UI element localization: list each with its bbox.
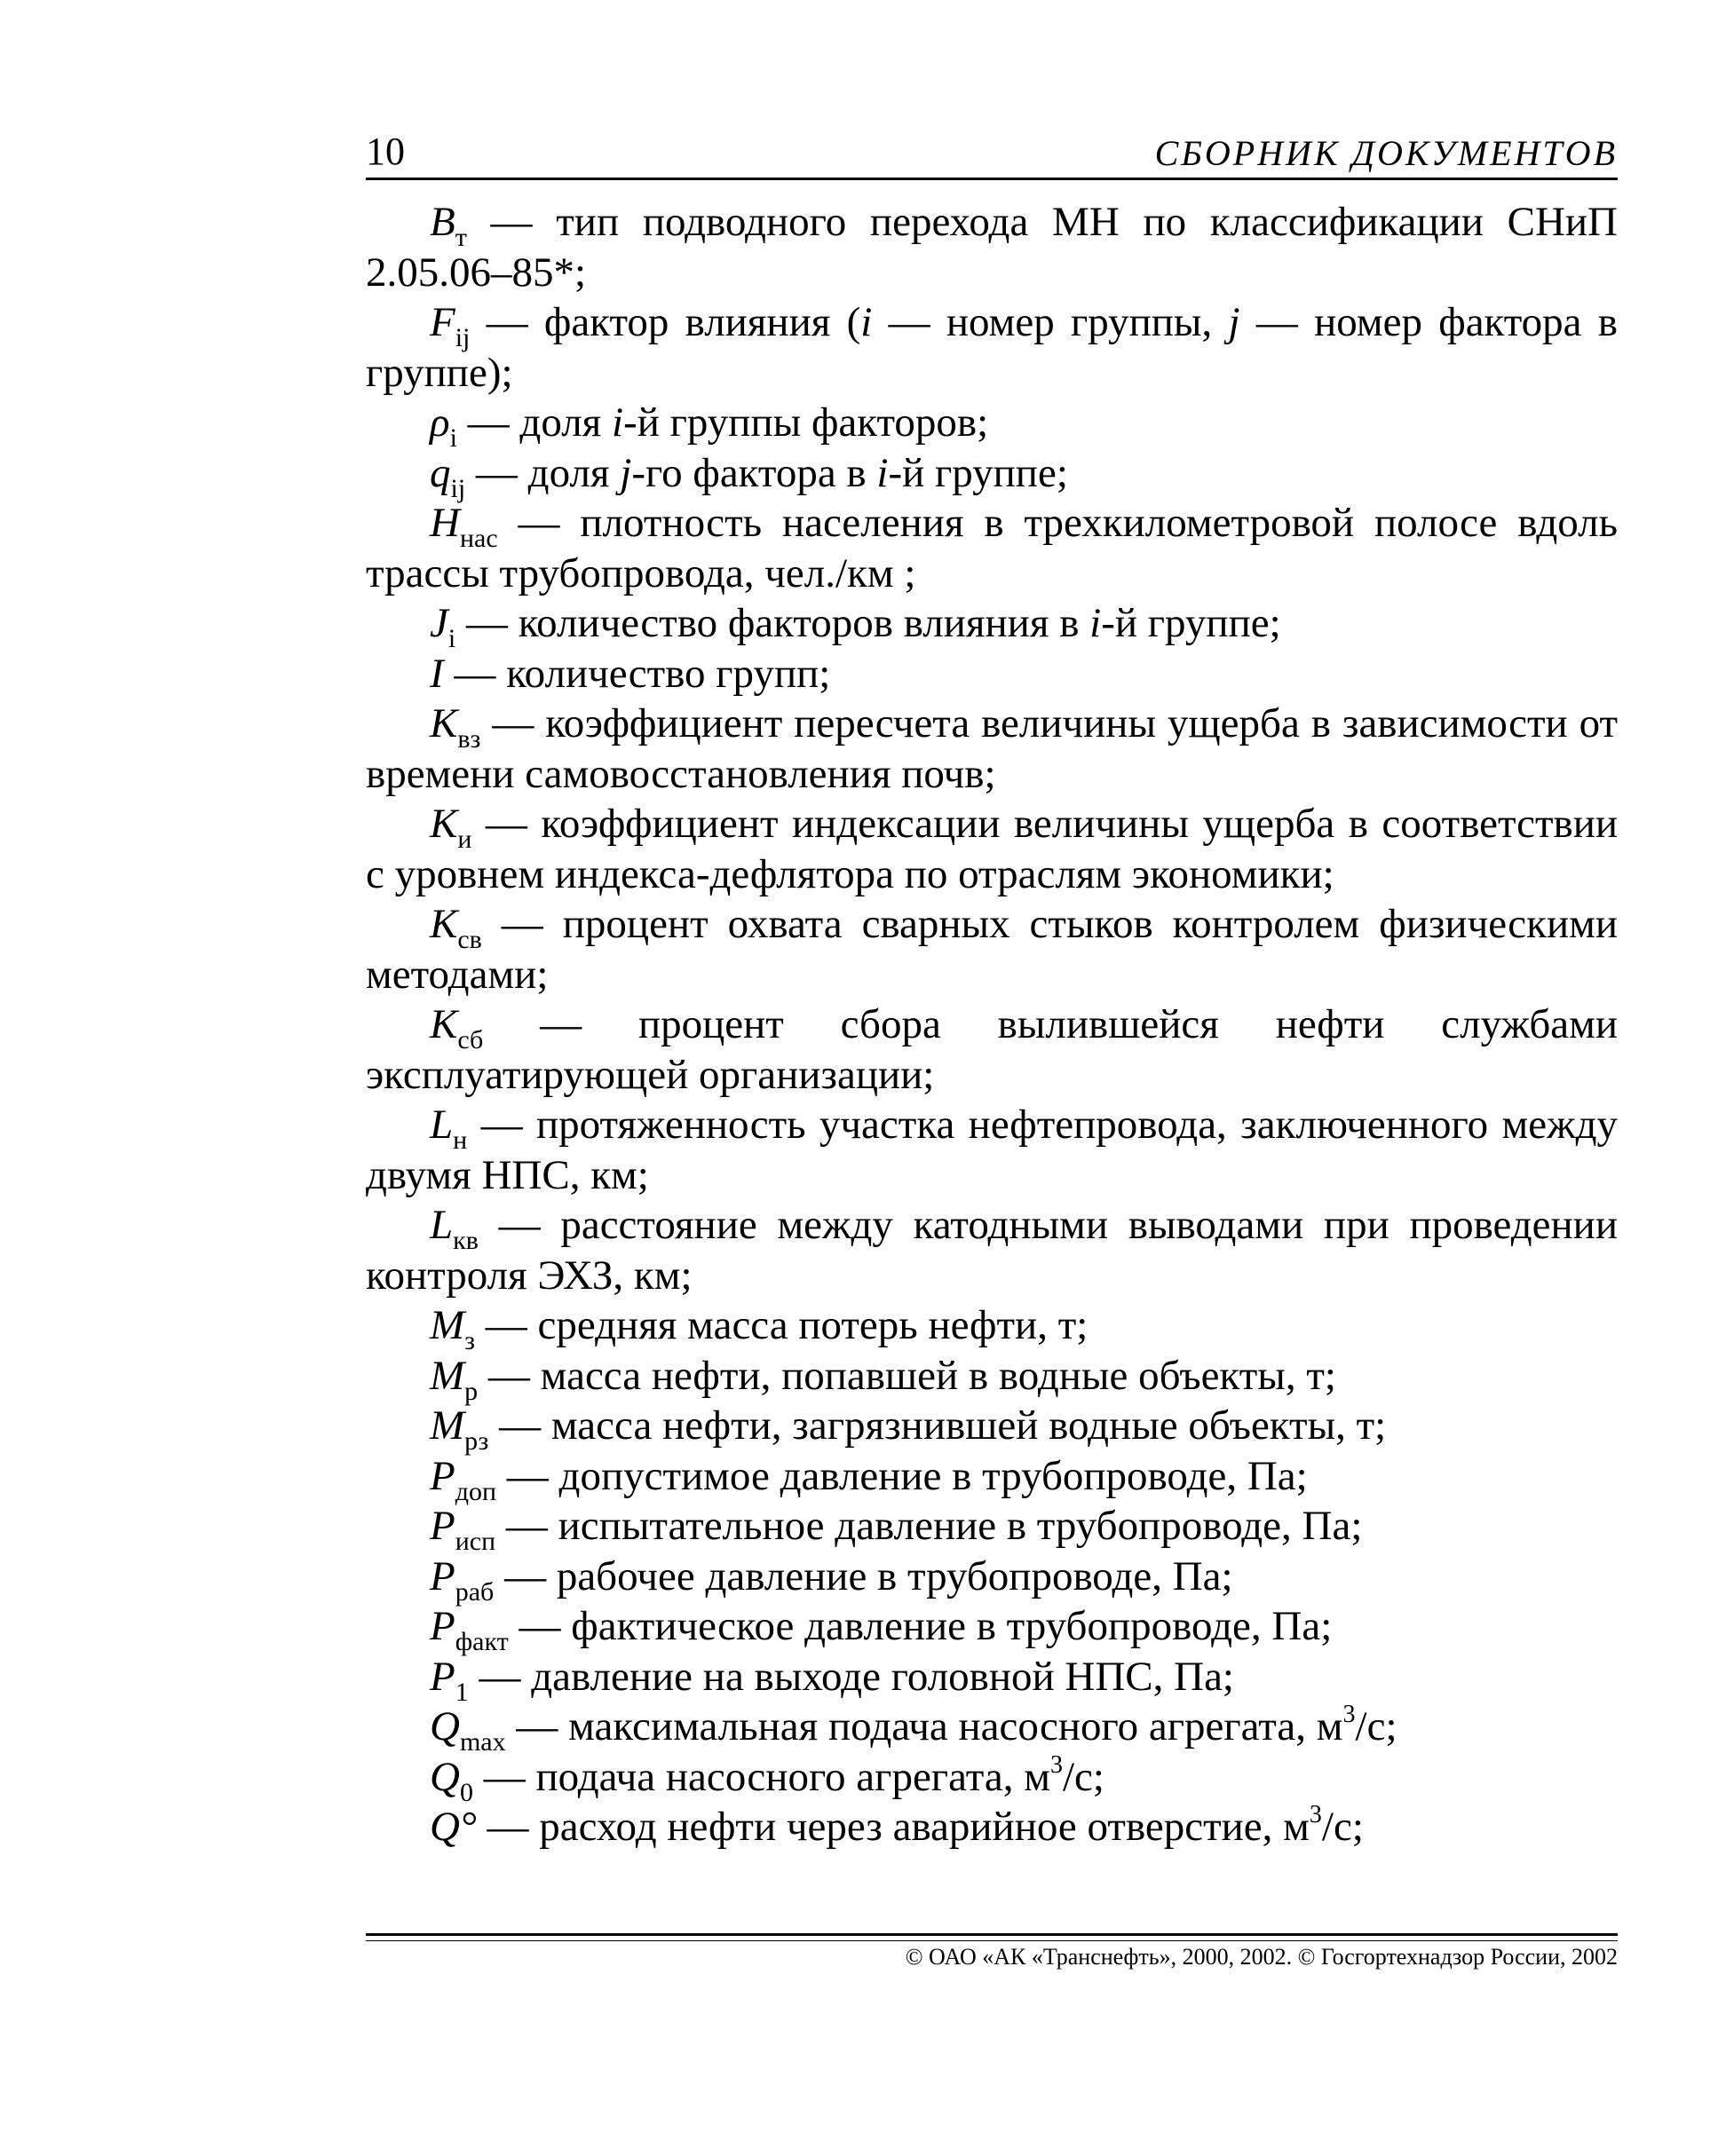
definition-text: — количество факторов влияния в bbox=[455, 600, 1090, 646]
symbol: H bbox=[430, 500, 460, 546]
definition-item bbox=[366, 1100, 1618, 1200]
definition-text: -го фактора в bbox=[631, 449, 877, 496]
definition-item bbox=[366, 1701, 1618, 1757]
definition-text: -й группы факторов; bbox=[623, 399, 989, 446]
symbol-subscript: нас bbox=[459, 524, 498, 553]
symbol: F bbox=[430, 299, 455, 345]
definition-text: — количество групп; bbox=[443, 650, 831, 697]
definition-item bbox=[366, 297, 1618, 398]
symbol: M bbox=[430, 1352, 465, 1399]
definition-text: — протяженность участка нефтепровода, заключенного между двумя НПС, км; bbox=[366, 1102, 1618, 1198]
definition-text: — процент сбора вылившейся нефти службами эксплуатирующей организации; bbox=[366, 1001, 1618, 1098]
definition-text: — испытательное давление в трубопроводе, Па; bbox=[495, 1503, 1363, 1549]
index-variable: i bbox=[1089, 600, 1102, 646]
symbol: B bbox=[430, 199, 455, 245]
symbol-subscript: вз bbox=[457, 724, 481, 754]
symbol: K bbox=[430, 901, 458, 947]
symbol-subscript: раб bbox=[455, 1576, 495, 1607]
definition-text: — рабочее давление в трубопроводе, Па; bbox=[494, 1552, 1233, 1599]
definition-item bbox=[366, 1501, 1618, 1556]
symbol-subscript: кв bbox=[453, 1226, 479, 1255]
unit-superscript: 3 bbox=[1342, 1701, 1356, 1728]
symbol: L bbox=[430, 1202, 454, 1248]
definition-item bbox=[366, 999, 1618, 1100]
page-number: 10 bbox=[366, 130, 405, 173]
symbol: K bbox=[430, 801, 458, 847]
definition-text-tail: /с; bbox=[1062, 1753, 1104, 1800]
symbol-subscript: сб bbox=[457, 1025, 484, 1054]
symbol-subscript: исп bbox=[455, 1527, 496, 1556]
definition-text: — максимальная подача насосного агрегата, м bbox=[505, 1703, 1343, 1749]
definition-item bbox=[366, 1451, 1618, 1506]
symbol-subscript: max bbox=[459, 1727, 506, 1757]
symbol: P bbox=[430, 1653, 455, 1700]
definition-text: — доля bbox=[465, 449, 621, 496]
footer-rule-thin bbox=[366, 1940, 1618, 1941]
definition-item bbox=[366, 899, 1618, 999]
definition-item bbox=[366, 1401, 1618, 1456]
definition-item bbox=[366, 649, 1618, 699]
symbol-subscript: ij bbox=[450, 473, 466, 503]
definition-text: — допустимое давление в трубопроводе, Па; bbox=[496, 1452, 1308, 1499]
definition-text: — номер группы, bbox=[872, 299, 1229, 345]
symbol-subscript: 0 bbox=[459, 1777, 473, 1807]
definition-text-tail: /с; bbox=[1355, 1703, 1397, 1749]
definition-text: — коэффициент пересчета величины ущерба в зависимости от времени самовосстановления почв; bbox=[366, 700, 1618, 797]
definition-text: — процент охвата сварных стыков контролем физическими методами; bbox=[366, 901, 1618, 998]
symbol-subscript: ij bbox=[455, 323, 471, 352]
symbol: K bbox=[430, 700, 458, 746]
unit-superscript: 3 bbox=[1049, 1750, 1063, 1779]
symbol: q bbox=[430, 449, 451, 496]
symbol: K bbox=[430, 1001, 458, 1047]
index-variable: j bbox=[620, 449, 632, 496]
symbol-subscript: и bbox=[457, 825, 472, 854]
symbol-subscript: доп bbox=[455, 1476, 497, 1506]
footer-rule bbox=[366, 1933, 1618, 1936]
definition-text: — подача насосного агрегата, м bbox=[472, 1753, 1050, 1800]
index-variable: i bbox=[860, 299, 873, 345]
definition-item bbox=[366, 1300, 1618, 1355]
running-title: СБОРНИК ДОКУМЕНТОВ bbox=[1154, 133, 1618, 173]
definition-text: — тип подводного перехода МН по классификации СНиП 2.05.06–85*; bbox=[366, 199, 1618, 296]
definition-item bbox=[366, 799, 1618, 899]
definition-item bbox=[366, 699, 1618, 799]
definition-text-tail: /с; bbox=[1321, 1804, 1364, 1850]
symbol: P bbox=[430, 1552, 455, 1599]
symbol: Q bbox=[430, 1703, 460, 1749]
symbol-subscript: н bbox=[453, 1125, 468, 1155]
definitions-list bbox=[366, 197, 1618, 1852]
definition-text: — расход нефти через аварийное отверстие, м bbox=[476, 1804, 1310, 1850]
index-variable: j bbox=[1228, 299, 1240, 345]
definition-text: — коэффициент индексации величины ущерба в соответствии с уровнем индекса-дефлятора по отраслям экономики; bbox=[366, 801, 1618, 897]
definition-item bbox=[366, 1802, 1618, 1852]
symbol: P bbox=[430, 1503, 455, 1549]
symbol-subscript: 1 bbox=[455, 1677, 469, 1707]
symbol-subscript: i bbox=[449, 423, 457, 453]
symbol-subscript: рз bbox=[464, 1426, 489, 1456]
symbol-subscript: i bbox=[447, 624, 456, 653]
symbol: P bbox=[430, 1452, 455, 1499]
definition-item bbox=[366, 1552, 1618, 1607]
symbol: J bbox=[430, 600, 448, 646]
symbol: Q° bbox=[430, 1804, 477, 1850]
definition-item bbox=[366, 1200, 1618, 1300]
definition-item bbox=[366, 1750, 1618, 1807]
index-variable: i bbox=[612, 399, 624, 446]
definition-text: — давление на выходе головной НПС, Па; bbox=[468, 1653, 1234, 1700]
definition-item bbox=[366, 1601, 1618, 1656]
unit-superscript: 3 bbox=[1309, 1801, 1322, 1828]
symbol: Q bbox=[430, 1753, 460, 1800]
definition-text: — расстояние между катодными выводами при проведении контроля ЭХЗ, км; bbox=[366, 1202, 1618, 1299]
symbol: M bbox=[430, 1402, 465, 1449]
symbol: P bbox=[430, 1603, 455, 1649]
definition-item bbox=[366, 448, 1618, 503]
definition-text: — фактор влияния ( bbox=[470, 299, 861, 345]
definition-text: — средняя масса потерь нефти, т; bbox=[475, 1302, 1089, 1348]
definition-text: -й группе; bbox=[888, 449, 1068, 496]
definition-text: — плотность населения в трехкилометровой полосе вдоль трассы трубопровода, чел./км ; bbox=[366, 500, 1618, 596]
symbol: L bbox=[430, 1102, 454, 1148]
definition-text: -й группе; bbox=[1101, 600, 1281, 646]
symbol-subscript: р bbox=[464, 1376, 479, 1406]
running-header bbox=[366, 131, 1618, 180]
definition-text: — номер фактора в группе); bbox=[366, 299, 1618, 396]
symbol: I bbox=[430, 650, 444, 697]
symbol-subscript: факт bbox=[455, 1627, 509, 1656]
definition-item bbox=[366, 398, 1618, 453]
definition-item bbox=[366, 1351, 1618, 1406]
definition-text: — масса нефти, попавшей в водные объекты, т; bbox=[478, 1352, 1336, 1399]
definition-item bbox=[366, 1652, 1618, 1707]
symbol-subscript: з bbox=[464, 1326, 476, 1355]
symbol-subscript: т bbox=[455, 223, 467, 252]
copyright-footer: © ОАО «АК «Транснефть», 2000, 2002. © Госгортехнадзор России, 2002 bbox=[905, 1944, 1618, 1970]
definition-item bbox=[366, 598, 1618, 653]
definition-text: — фактическое давление в трубопроводе, Па; bbox=[508, 1603, 1333, 1649]
symbol: ρ bbox=[430, 399, 450, 446]
definition-item bbox=[366, 197, 1618, 297]
definition-item bbox=[366, 498, 1618, 598]
index-variable: i bbox=[876, 449, 889, 496]
definition-text: — масса нефти, загрязнившей водные объекты, т; bbox=[488, 1402, 1387, 1449]
symbol-subscript: св bbox=[457, 925, 482, 954]
definition-text: — доля bbox=[456, 399, 613, 446]
symbol: M bbox=[430, 1302, 465, 1348]
